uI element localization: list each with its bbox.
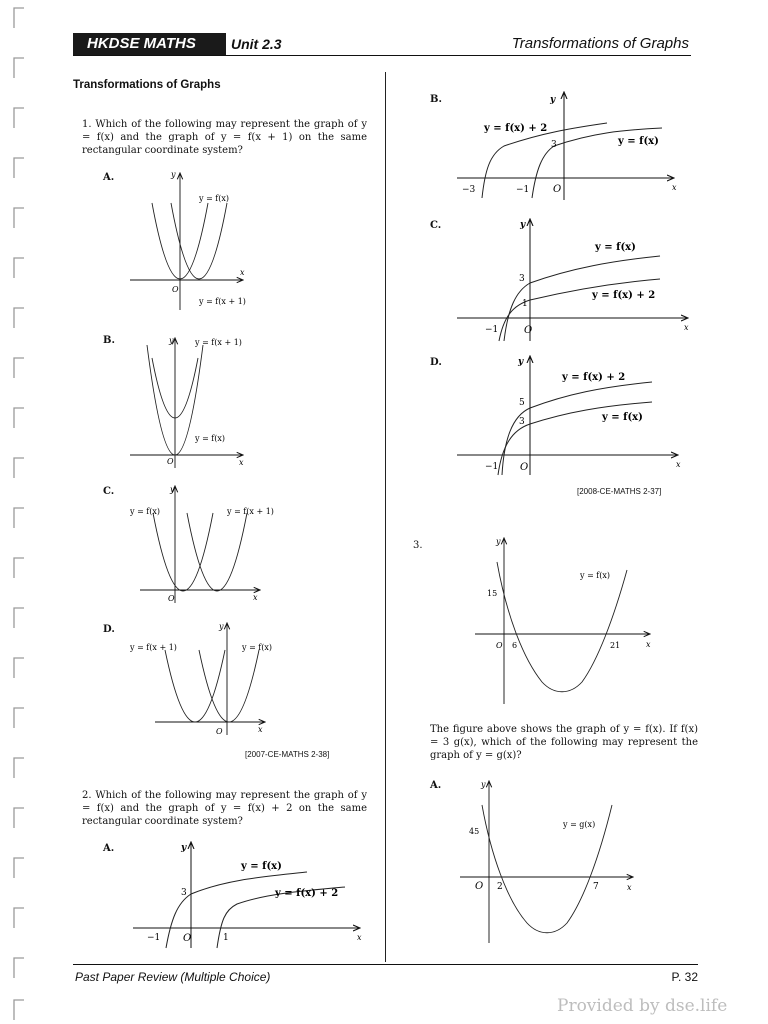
tick-x1: 2 <box>497 882 503 892</box>
tick-x1: 6 <box>512 641 518 650</box>
x-axis-label: x <box>240 268 245 277</box>
q1-option-d-graph <box>125 620 275 740</box>
origin-label: O <box>168 594 175 603</box>
q2-option-c-letter: C. <box>430 220 442 231</box>
label-f-x: y = f(x) <box>195 434 226 443</box>
question-2-text: 2. Which of the following may represent the graph of y = f(x) and the graph of y = f(x) + 2 on the same rectangular coordinate system? <box>82 790 367 827</box>
label-g-x: y = g(x) <box>563 820 596 829</box>
y-axis-label: y <box>181 843 187 853</box>
x-axis-label: x <box>627 883 632 892</box>
x-axis-label: x <box>672 183 677 192</box>
tick-x1: −1 <box>485 325 499 335</box>
y-axis-label: y <box>518 357 524 367</box>
label-f-x: y = f(x) <box>618 136 659 147</box>
column-divider <box>385 72 386 962</box>
y-axis-label: y <box>481 780 486 789</box>
tick-x2: 7 <box>593 882 599 892</box>
label-f-x-plus-1: y = f(x + 1) <box>195 338 242 347</box>
y-axis-label: y <box>170 485 175 494</box>
label-f-x-plus-1: y = f(x + 1) <box>199 297 246 306</box>
q1-option-b-letter: B. <box>103 335 115 346</box>
origin-label: O <box>475 881 484 892</box>
label-f-x: y = f(x) <box>595 242 636 253</box>
page-footer <box>73 964 698 989</box>
y-axis-label: y <box>171 170 176 179</box>
q1-option-c-graph <box>125 483 275 608</box>
q2-option-c-graph <box>452 213 697 345</box>
label-f-x-plus-1: y = f(x + 1) <box>130 643 177 652</box>
label-f-x: y = f(x) <box>242 643 273 652</box>
origin-label: O <box>524 325 533 336</box>
origin-label: O <box>553 184 562 195</box>
q2-option-d-graph <box>452 350 692 475</box>
q2-option-b-letter: B. <box>430 94 442 105</box>
y-axis-label: y <box>496 537 501 546</box>
origin-label: O <box>183 933 192 944</box>
tick-x1: −1 <box>485 462 499 472</box>
tick-y: 45 <box>469 827 480 836</box>
tick-y1: 5 <box>519 398 525 408</box>
x-axis-label: x <box>357 933 362 942</box>
label-f-x: y = f(x) <box>580 571 611 580</box>
page-number: P. 32 <box>671 970 698 984</box>
q2-option-a-graph <box>125 838 370 950</box>
q2-option-a-letter: A. <box>103 843 115 854</box>
origin-label: O <box>216 727 223 736</box>
y-axis-label: y <box>550 95 556 105</box>
label-f-x-plus-2: y = f(x) + 2 <box>484 123 548 134</box>
x-axis-label: x <box>684 323 689 332</box>
question-3-text: The figure above shows the graph of y = f(x). If f(x) = 3 g(x), which of the following may represent the graph of y = g(x)? <box>430 724 698 761</box>
label-f-x-plus-1: y = f(x + 1) <box>227 507 274 516</box>
y-axis-label: y <box>219 622 224 631</box>
q1-option-d-letter: D. <box>103 624 115 635</box>
q3-option-a-letter: A. <box>430 780 442 791</box>
q1-option-b-graph <box>125 333 255 473</box>
origin-label: O <box>496 641 503 650</box>
q2-source-reference: [2008-CE-MATHS 2-37] <box>577 487 662 496</box>
q3-figure-graph <box>470 532 660 707</box>
section-title: Transformations of Graphs <box>73 79 221 91</box>
y-axis-label: y <box>520 220 526 230</box>
x-axis-label: x <box>258 725 263 734</box>
tick-x2: −1 <box>516 185 530 195</box>
tick-y1: 3 <box>519 274 525 284</box>
origin-label: O <box>520 462 529 473</box>
q1-option-a-graph <box>125 165 255 315</box>
question-1-text: 1. Which of the following may represent the graph of y = f(x) and the graph of y = f(x + 1) on the same rectangular coordinate system? <box>82 119 367 156</box>
q1-option-c-letter: C. <box>103 486 115 497</box>
label-f-x: y = f(x) <box>602 412 643 423</box>
q3-option-a-graph <box>455 775 645 945</box>
origin-label: O <box>172 285 179 294</box>
x-axis-label: x <box>676 460 681 469</box>
tick-y: 3 <box>181 888 187 898</box>
x-axis-label: x <box>646 640 651 649</box>
q1-source-reference: [2007-CE-MATHS 2-38] <box>245 750 330 759</box>
q2-option-d-letter: D. <box>430 357 442 368</box>
q1-option-a-letter: A. <box>103 172 115 183</box>
tick-x2: 1 <box>223 933 229 943</box>
x-axis-label: x <box>253 593 258 602</box>
x-axis-label: x <box>239 458 244 467</box>
tick-x1: −3 <box>462 185 476 195</box>
label-f-x: y = f(x) <box>199 194 230 203</box>
label-f-x-plus-2: y = f(x) + 2 <box>592 290 656 301</box>
tick-y: 15 <box>487 589 498 598</box>
tick-x1: −1 <box>147 933 161 943</box>
tick-x2: 21 <box>610 641 621 650</box>
question-3-number: 3. <box>413 540 423 551</box>
footer-title: Past Paper Review (Multiple Choice) <box>75 970 271 984</box>
label-f-x-plus-2: y = f(x) + 2 <box>562 372 626 383</box>
y-axis-label: y <box>169 336 174 345</box>
q2-option-b-graph <box>452 88 692 203</box>
tick-y2: 3 <box>519 417 525 427</box>
watermark: Provided by dse.life <box>557 996 728 1016</box>
tick-y2: 1 <box>522 299 528 309</box>
binder-holes <box>8 0 30 1024</box>
header-unit: Unit 2.3 <box>231 36 282 52</box>
label-f-x: y = f(x) <box>130 507 161 516</box>
label-f-x-plus-2: y = f(x) + 2 <box>275 888 339 899</box>
page-header <box>73 33 691 56</box>
label-f-x: y = f(x) <box>241 861 282 872</box>
tick-y: 3 <box>551 140 557 150</box>
origin-label: O <box>167 457 174 466</box>
header-series: HKDSE MATHS <box>73 33 226 55</box>
header-title: Transformations of Graphs <box>511 35 689 52</box>
